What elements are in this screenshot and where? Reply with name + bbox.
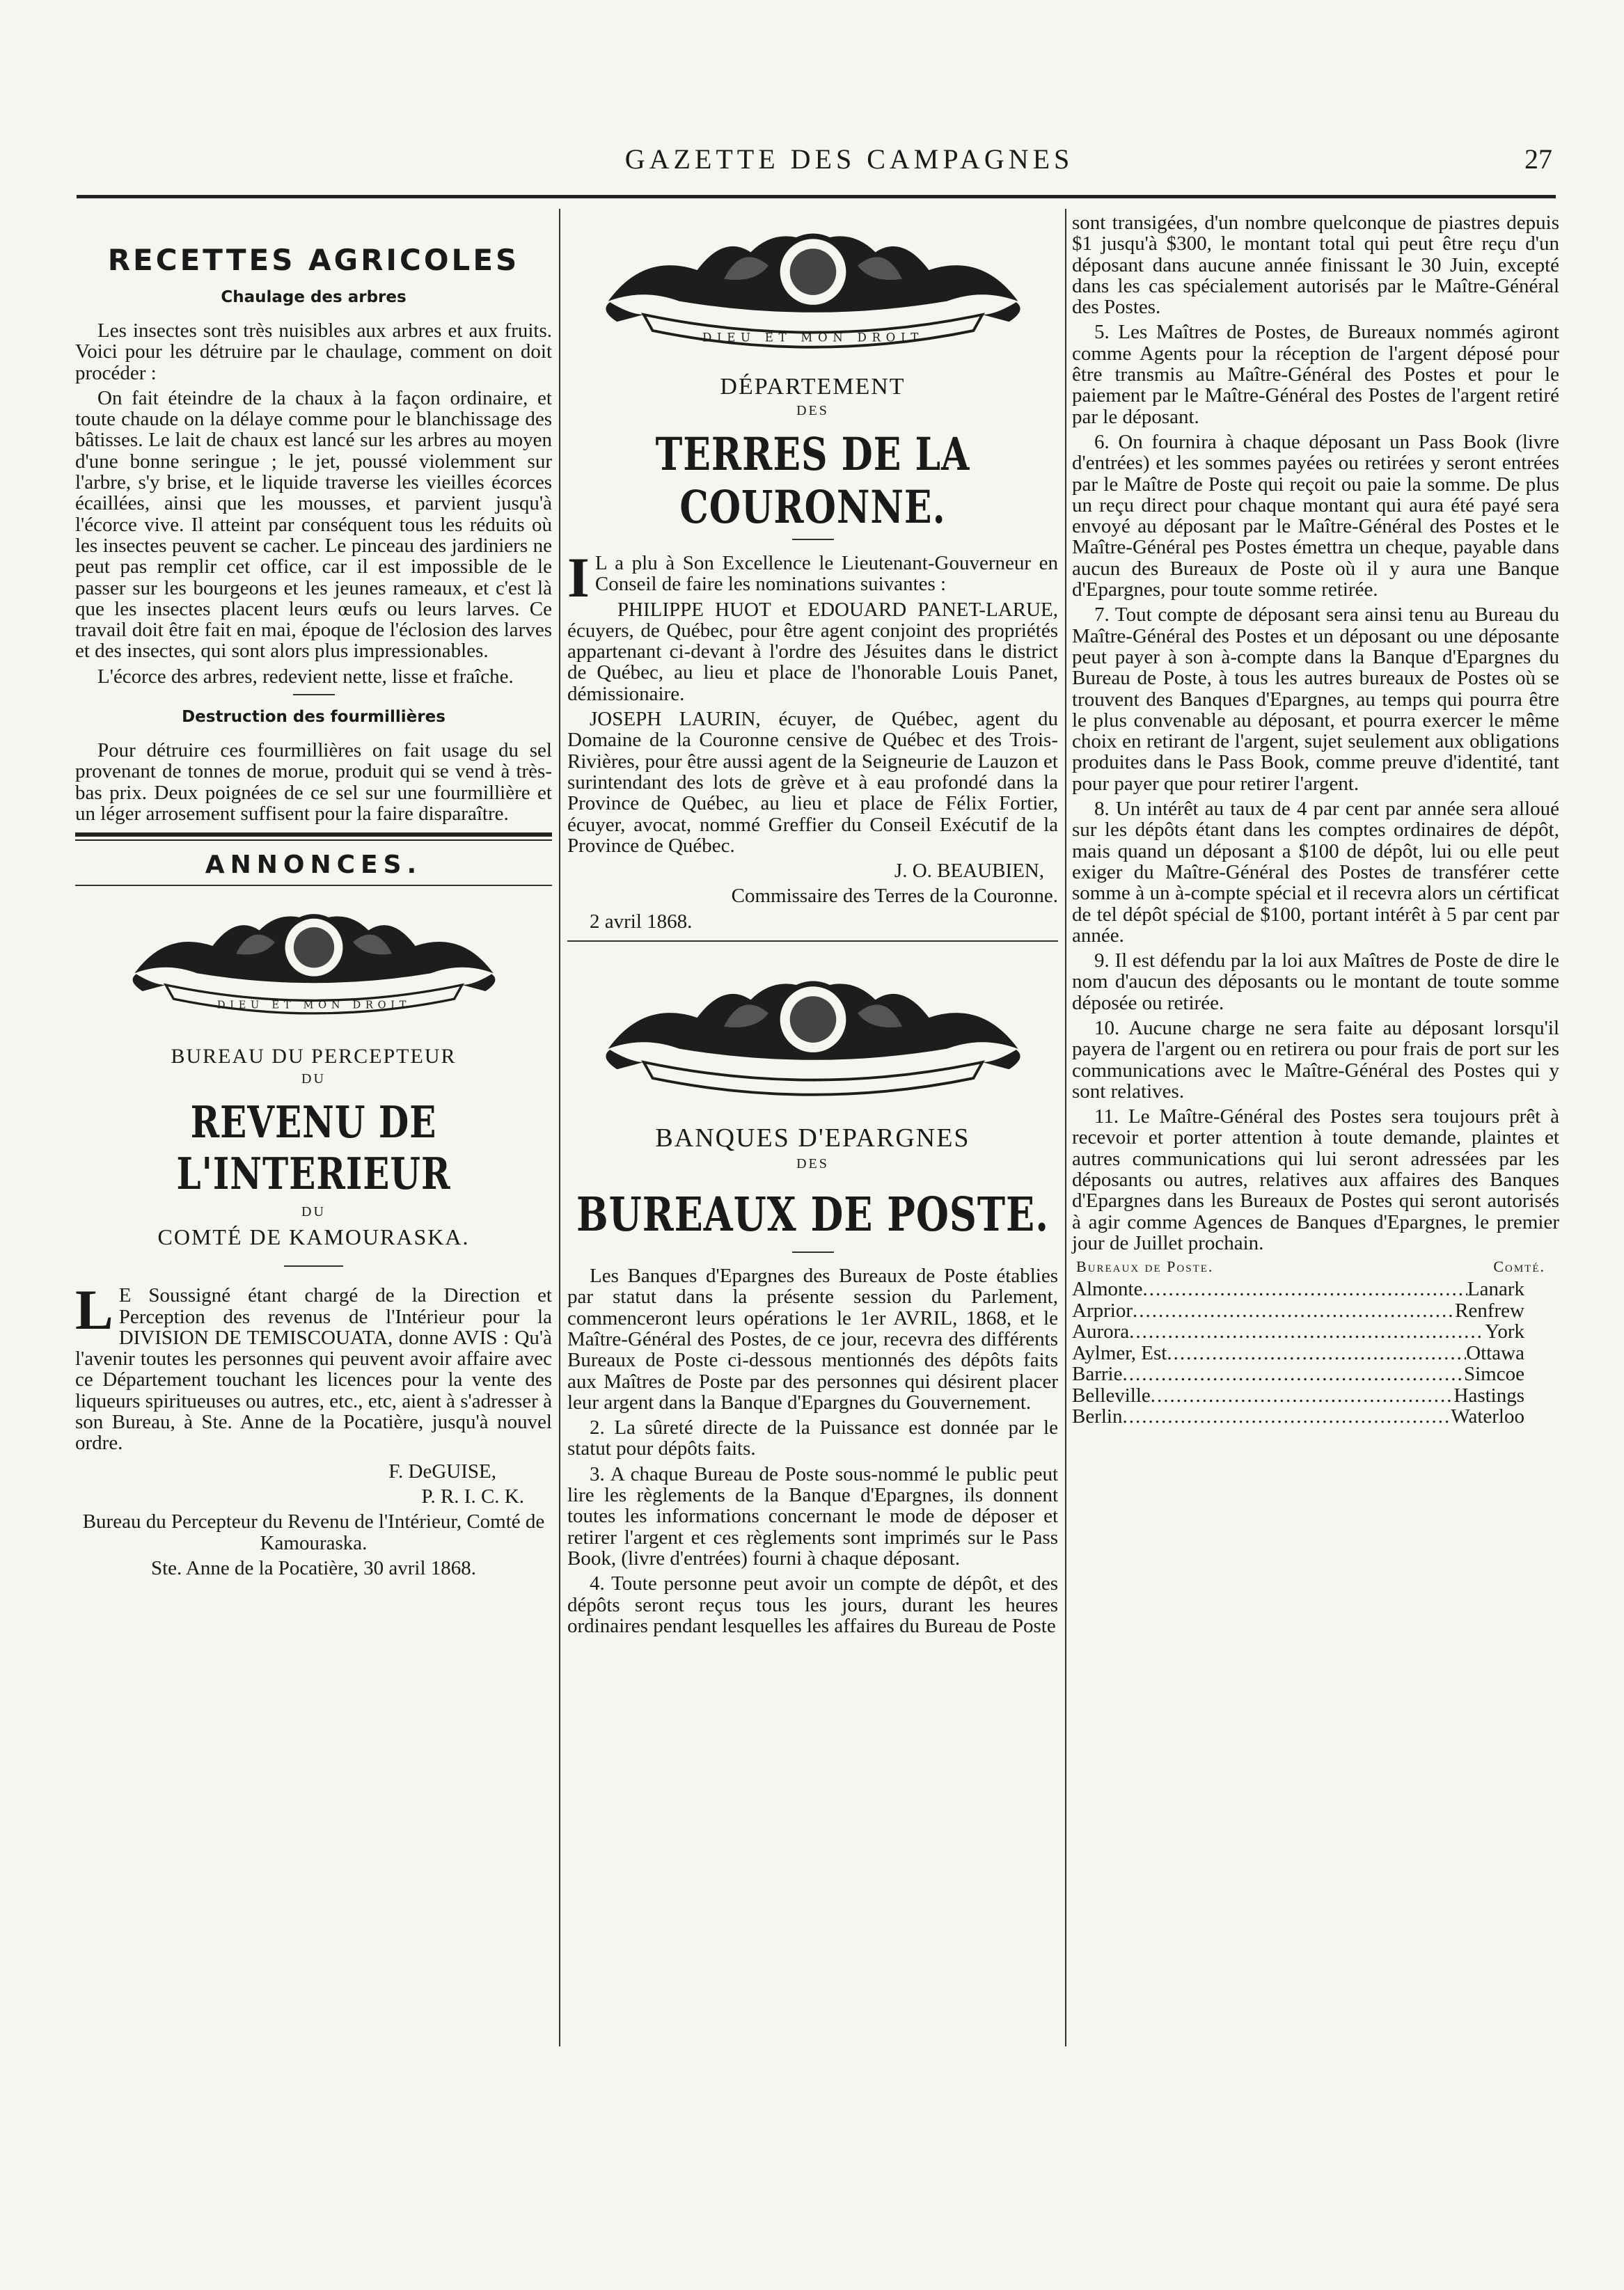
terres-signature-name: J. O. BEAUBIEN, <box>894 860 1044 883</box>
fourmillieres-subhead: Destruction des fourmillières <box>182 708 446 727</box>
post-office-row <box>1072 1364 1559 1385</box>
terres-paragraph-huot: PHILIPPE HUOT et EDOUARD PANET-LARUE, écuyers, de Québec, pour être agent conjoint des propriétés appartenant ci-devant à l'ordre des Jésuites dans le district de Québec, au lieu et place de l'honorable Louis Panet, démissionaire. <box>567 598 1058 705</box>
banques-heading: BANQUES D'EPARGNES <box>655 1123 970 1153</box>
recettes-title: RECETTES AGRICOLES <box>107 243 520 277</box>
terres-intro: L a plu à Son Excellence le Lieutenant-Gouverneur en Conseil de faire les nominations suivantes : <box>594 552 1058 596</box>
office-county: Simcoe <box>1464 1363 1524 1386</box>
column-divider-1 <box>559 209 560 2046</box>
du-label-1: DU <box>301 1071 326 1087</box>
office-county: York <box>1485 1320 1524 1343</box>
notice-date: Ste. Anne de la Pocatière, 30 avril 1868. <box>150 1556 477 1579</box>
post-office-column-label: Bureaux de Poste. <box>1076 1258 1214 1276</box>
departement-label: DÉPARTEMENT <box>720 374 906 400</box>
separator-dash <box>792 1251 834 1253</box>
separator-dash <box>792 539 834 540</box>
separator-dash <box>293 694 335 695</box>
royal-arms-image <box>590 212 1036 372</box>
post-office-row <box>1072 1343 1559 1364</box>
banques-paragraph-3: 3. A chaque Bureau de Poste sous-nommé le public peut lire les règlements de la Banque d'Epargnes, ils donnent toutes les informations concernant le mode de déposer et retirer l'argent et ces règlements sont imprimés sur le Pass Book, (livre d'entrées) fourni à chaque déposant. <box>567 1462 1058 1570</box>
post-office-row <box>1072 1300 1559 1322</box>
post-office-list-header <box>1072 1258 1559 1276</box>
banques-paragraph-4-cont: sont transigées, d'un nombre quelconque de piastres depuis $1 jusqu'à $300, le montant total qui peut être reçu d'un déposant dans aucune année finissant le 30 Juin, excepté dans les cas spécialement autorisés par le Maître-Général des Postes. <box>1072 212 1559 319</box>
banques-paragraph-9: 9. Il est défendu par la loi aux Maîtres de Poste de dire le nom d'aucun des déposants ou le montant de toute somme déposée ou retirée. <box>1072 949 1559 1014</box>
column-1 <box>75 212 552 1583</box>
banques-paragraph-1: Les Banques d'Epargnes des Bureaux de Poste établies par statut dans la présente session du Parlement, commenceront leurs opérations le 1er AVRIL, 1868, et le Maître-Général des Postes, de ce jour, recevra des différents Bureaux de Poste ci-dessous mentionnés des dépôts faits aux Maîtres de Poste par des personnes qui désirent placer leur argent dans la Banque d'Epargnes du Gouvernement. <box>567 1265 1058 1414</box>
revenu-heading: REVENU DE L'INTERIEUR <box>176 1096 451 1199</box>
post-office-list <box>1072 1258 1559 1428</box>
header-rule <box>77 195 1556 198</box>
royal-arms-image <box>590 960 1036 1120</box>
post-office-row <box>1072 1321 1559 1343</box>
signature-name: F. DeGUISE, <box>388 1460 496 1483</box>
banques-paragraph-2: 2. La sûreté directe de la Puissance est donnée par le statut pour dépôts faits. <box>567 1416 1058 1460</box>
column-2 <box>567 212 1058 1641</box>
page-number: 27 <box>1524 143 1552 175</box>
dropcap-l: L <box>75 1278 113 1342</box>
signature-title: P. R. I. C. K. <box>421 1485 524 1508</box>
leader-dots <box>1151 1385 1454 1407</box>
office-town: Arprior <box>1072 1299 1133 1322</box>
recettes-paragraph-1: Les insectes sont très nuisibles aux arbres et aux fruits. Voici pour les détruire par le chaulage, comment on doit procéder : <box>75 319 552 384</box>
office-town: Berlin <box>1072 1405 1123 1428</box>
post-office-row <box>1072 1279 1559 1300</box>
bureaux-heading: BUREAUX DE POSTE. <box>576 1186 1050 1242</box>
office-county: Renfrew <box>1455 1299 1524 1322</box>
banques-paragraph-4: 4. Toute personne peut avoir un compte de dépôt, et des dépôts seront reçus tous les jours, durant les heures ordinaires pendant lesquelles les affaires du Bureau de Poste <box>567 1572 1058 1637</box>
banques-paragraph-11: 11. Le Maître-Général des Postes sera toujours prêt à recevoir et porter attention à toute demande, plaintes et autres communications qui lui seront adressées par les déposants ou autres, relatives aux affaires des Banques d'Epargnes dans les Bureaux de Postes qui seront autorisés à agir comme Agences de Banques d'Epargnes, le premier jour de Juillet prochain. <box>1072 1105 1559 1254</box>
arms-motto: DIEU ET MON DROIT <box>702 331 924 345</box>
chaulage-subhead: Chaulage des arbres <box>221 288 407 306</box>
office-town: Belleville <box>1072 1384 1151 1407</box>
des-label-2: DES <box>796 1156 829 1172</box>
office-town: Aurora <box>1072 1320 1130 1343</box>
office-town: Aylmer, Est <box>1072 1341 1167 1364</box>
column-divider-2 <box>1065 209 1066 2046</box>
office-county: Ottawa <box>1466 1341 1524 1364</box>
recettes-paragraph-3: L'écorce des arbres, redevient nette, lisse et fraîche. <box>97 665 514 688</box>
des-label-1: DES <box>796 403 829 418</box>
leader-dots <box>1123 1406 1451 1428</box>
leader-dots <box>1143 1279 1467 1300</box>
signature-office: Bureau du Percepteur du Revenu de l'Intérieur, Comté de Kamouraska. <box>82 1510 545 1554</box>
office-county: Waterloo <box>1451 1405 1524 1428</box>
leader-dots <box>1133 1300 1455 1322</box>
masthead <box>77 143 1552 184</box>
bureau-percepteur: BUREAU DU PERCEPTEUR <box>171 1045 457 1068</box>
county-column-label: Comté. <box>1493 1258 1545 1276</box>
terres-date: 2 avril 1868. <box>590 910 693 933</box>
leader-dots <box>1129 1321 1485 1343</box>
banques-paragraph-10: 10. Aucune charge ne sera faite au déposant lorsqu'il payera de l'argent ou en retirera ou pour frais de port sur les communications avec le Maître-Général des Postes qui y sont relatives. <box>1072 1016 1559 1103</box>
banques-paragraph-5: 5. Les Maîtres de Postes, de Bureaux nommés agiront comme Agents pour la réception de l'argent déposé pour être transmis au Maître-Général des Postes et pour le paiement par le Maître-Général des Postes de l'argent retiré par le déposant. <box>1072 321 1559 428</box>
terres-paragraph-laurin: JOSEPH LAURIN, écuyer, de Québec, agent du Domaine de la Couronne censive de Québec et des Trois-Rivières, pour être aussi agent de la Seigneurie de Lauzon et surintendant des lots de grève et à eau profondé dans la Province de Québec, au lieu et place de Félix Fortier, écuyer, avocat, nommé Greffier du Conseil Exécutif de la Province de Québec. <box>567 708 1058 857</box>
dropcap-i: I <box>567 546 590 609</box>
masthead-title: GAZETTE DES CAMPAGNES <box>624 143 1074 175</box>
office-county: Lanark <box>1467 1278 1524 1301</box>
banques-paragraph-8: 8. Un intérêt au taux de 4 par cent par année sera alloué sur les dépôts étant dans les comptes ordinaires de dépôt, mais quand un déposant a $100 de dépôt, lui ou elle peut exiger du Maître-Général des Postes de transférer cette somme à un à-compte spécial et il recevra alors un cértificat de tel dépôt spécial de $100, portant intérêt à 5 par cent par année. <box>1072 798 1559 947</box>
office-town: Almonte <box>1072 1278 1143 1301</box>
recettes-paragraph-4: Pour détruire ces fourmillières on fait usage du sel provenant de tonnes de morue, produit qui se vend à très-bas prix. Deux poignées de ce sel sur une fourmillière et un léger arrosement suffisent pour la faire disparaître. <box>75 739 552 825</box>
section-rule <box>75 832 552 841</box>
column-3 <box>1072 212 1559 1428</box>
comte-heading: COMTÉ DE KAMOURASKA. <box>157 1224 470 1250</box>
arms-motto: DIEU ET MON DROIT <box>216 999 411 1011</box>
revenu-notice: E Soussigné étant chargé de la Direction et Perception des revenus de l'Intérieur pour la DIVISION DE TEMISCOUATA, donne AVIS : Qu'à l'avenir toutes les personnes qui peuvent avoir affaire avec ce Département touchant les licences pour la vente des liqueurs spiritueuses ou autres, etc., etc, aient à s'adresser à son Bureau, à Ste. Anne de la Pocatière, jusqu'à nouvel ordre. <box>75 1284 552 1455</box>
office-town: Barrie <box>1072 1363 1123 1386</box>
banques-paragraph-6: 6. On fournira à chaque déposant un Pass Book (livre d'entrées) et les sommes payées ou retirées y seront entrées par le Maître de Poste qui reçoit ou paie la somme. De plus un reçu direct pour chaque montant qui aura été payé sera envoyé au déposant par le Maître-Général des Postes et le Maître-Général pes Postes émettra un cheque, payable dans aucun des Bureaux de Poste où il y aura une Banque d'Epargnes, pour toute somme retirée. <box>1072 430 1559 601</box>
leader-dots <box>1167 1343 1466 1364</box>
terres-heading: TERRES DE LA COURONNE. <box>655 427 970 535</box>
royal-arms-image <box>119 896 509 1035</box>
post-office-row <box>1072 1406 1559 1428</box>
annonces-heading: ANNONCES. <box>205 851 423 880</box>
office-county: Hastings <box>1453 1384 1524 1407</box>
short-rule <box>284 1265 343 1267</box>
recettes-paragraph-2: On fait éteindre de la chaux à la façon ordinaire, et toute chaude on la délaye comme pour le blanchissage des bâtisses. Le lait de chaux est lancé sur les arbres au moyen d'une bonne seringue ; le jet, poussé violemment sur l'arbre, s'y brise, et le liquide traverse les vieilles écorces écaillées, ainsi que les mousses, et parvient jusqu'à l'écorce vive. Il atteint par conséquent tous les réduits où les insectes peuvent se cacher. Le pinceau des jardiniers ne peut pas remplir cet office, car il est impossible de le passer sur les bourgeons et les jeunes rameaux, et c'est là que les insectes placent leurs œufs ou leurs larves. Ce travail doit être fait en mai, époque de l'éclosion des larves et des insectes, qui sont alors plus impressionables. <box>75 386 552 663</box>
terres-signature-title: Commissaire des Terres de la Couronne. <box>731 885 1058 908</box>
banques-paragraph-7: 7. Tout compte de déposant sera ainsi tenu au Bureau du Maître-Général des Postes et un déposant ou une déposante peut payer à son à-compte dans la Banque d'Epargnes du Bureau de Poste, à tous les autres bureaux de Postes où se trouvent des Banques d'Epargnes, au temps qui pourra être le plus convenable au déposant, et pourra exercer le même choix en retirant de l'argent, sujet seulement aux obligations produites dans le Pass Book, comme preuve d'identité, tant pour payer que pour retirer l'argent. <box>1072 603 1559 795</box>
post-office-row <box>1072 1385 1559 1407</box>
annonces-rule <box>75 885 552 886</box>
du-label-2: DU <box>301 1204 326 1220</box>
leader-dots <box>1122 1364 1464 1385</box>
section-rule <box>567 940 1058 942</box>
